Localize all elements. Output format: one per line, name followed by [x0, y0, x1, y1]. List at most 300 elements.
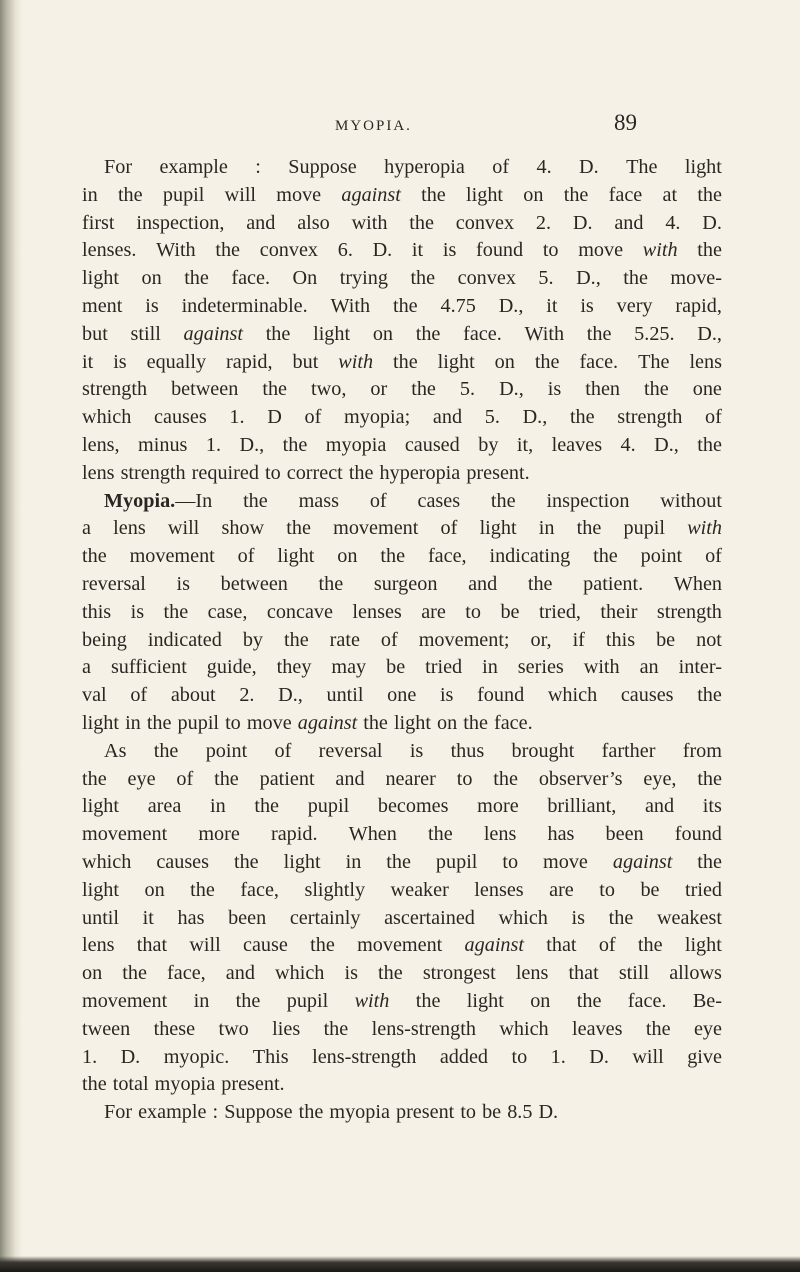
- word: For: [104, 156, 133, 178]
- word: the: [386, 850, 411, 873]
- word: the: [265, 322, 291, 345]
- text-line: [82, 738, 722, 766]
- word: it: [142, 906, 154, 929]
- word: indeterminable.: [181, 294, 308, 317]
- word: lens: [689, 350, 722, 373]
- word: the: [380, 545, 406, 568]
- word: light: [466, 183, 504, 206]
- word: face,: [167, 962, 206, 985]
- word: the: [363, 711, 388, 734]
- word: minus: [138, 433, 188, 456]
- word: brought: [511, 739, 575, 762]
- word: 6.: [337, 239, 353, 262]
- word: present.: [221, 1073, 285, 1096]
- word: movement: [82, 823, 168, 846]
- word: cases: [417, 489, 461, 512]
- word: then: [585, 378, 621, 401]
- word: 5.: [484, 406, 500, 429]
- word: The: [638, 350, 670, 373]
- word: with: [687, 517, 722, 540]
- word: cause: [243, 934, 288, 957]
- word: the: [421, 183, 446, 206]
- word: 2.: [239, 684, 255, 707]
- word: is: [580, 294, 594, 317]
- word: the: [163, 600, 189, 623]
- word: the: [298, 1101, 324, 1124]
- word: in: [538, 517, 555, 540]
- word: the: [184, 267, 209, 290]
- word: are: [549, 878, 574, 901]
- word: rapid,: [675, 294, 722, 317]
- word: rapid.: [270, 823, 318, 846]
- word: the: [215, 239, 241, 262]
- word: brilliant,: [547, 795, 617, 818]
- word: is: [344, 962, 358, 985]
- word: and: [614, 211, 644, 234]
- word: be: [640, 878, 660, 901]
- word: With: [330, 294, 371, 317]
- word: on: [523, 183, 544, 206]
- word: the: [645, 1017, 671, 1040]
- word: val: [82, 684, 107, 707]
- word: first: [82, 211, 115, 234]
- word: D.: [120, 1045, 141, 1068]
- text-line: [82, 1071, 722, 1099]
- word: observer’s: [538, 767, 623, 790]
- word: also: [297, 211, 330, 234]
- word: which: [547, 684, 598, 707]
- word: with: [351, 211, 388, 234]
- word: causes: [156, 850, 209, 873]
- word: :: [212, 1101, 219, 1124]
- word: the: [82, 1073, 107, 1096]
- word: 5.: [459, 378, 476, 401]
- word: reversal: [318, 739, 383, 762]
- text-line: [82, 460, 722, 488]
- word: the: [576, 517, 602, 540]
- word: two,: [311, 378, 347, 401]
- word: nearer: [385, 767, 436, 790]
- word: patient: [259, 767, 315, 790]
- word: and: [468, 572, 498, 595]
- word: the: [323, 1017, 349, 1040]
- text-line: [82, 932, 722, 960]
- word: the: [348, 461, 374, 484]
- word: D.,: [654, 433, 679, 456]
- word: of: [492, 156, 510, 178]
- word: of: [274, 739, 292, 762]
- word: the: [644, 378, 669, 401]
- text-line: [82, 182, 722, 210]
- word: present: [395, 1101, 455, 1124]
- word: the: [410, 267, 436, 290]
- word: light: [313, 322, 351, 345]
- word: of: [130, 684, 148, 707]
- word: the: [284, 628, 309, 651]
- word: strongest: [422, 962, 496, 985]
- word: convex: [457, 267, 516, 290]
- word: D.: [572, 211, 593, 234]
- word: of: [176, 767, 194, 790]
- word: light: [82, 878, 120, 901]
- word: found: [477, 684, 525, 707]
- word: to: [225, 711, 241, 734]
- word: of: [705, 406, 722, 429]
- text-line: [82, 571, 722, 599]
- text-line: [82, 821, 722, 849]
- text-line: [82, 515, 722, 543]
- page-gutter-shadow: [0, 0, 22, 1272]
- word: will: [167, 517, 200, 540]
- word: 4.: [536, 156, 552, 178]
- word: On: [292, 267, 318, 290]
- word: and: [335, 767, 365, 790]
- word: strength: [82, 378, 148, 401]
- word: weaker: [390, 878, 449, 901]
- word: causes: [154, 406, 207, 429]
- word: ascertained: [384, 906, 475, 929]
- word: more: [198, 823, 240, 846]
- word: D: [267, 406, 282, 429]
- word: hyperopia: [384, 156, 465, 178]
- word: more: [477, 795, 519, 818]
- word: without: [660, 489, 722, 512]
- word: the: [534, 350, 560, 373]
- word: an: [639, 656, 659, 679]
- word: reversal: [82, 572, 146, 595]
- word: 1.: [205, 433, 222, 456]
- word: by: [242, 628, 264, 651]
- word: pupil: [177, 711, 220, 734]
- word: the: [697, 850, 722, 873]
- word: light: [684, 156, 722, 178]
- word: from: [682, 739, 722, 762]
- body-text: [82, 154, 722, 1127]
- word: which: [499, 1017, 549, 1040]
- word: show: [221, 517, 265, 540]
- word: sufficient: [110, 656, 187, 679]
- word: the: [415, 989, 441, 1012]
- word: the: [146, 711, 172, 734]
- word: will: [224, 183, 257, 206]
- text-line: [82, 488, 722, 516]
- page-number: 89: [614, 110, 637, 135]
- word: trying: [339, 267, 388, 290]
- text-line: [82, 599, 722, 627]
- word: of: [369, 489, 387, 512]
- word: Suppose: [288, 156, 357, 178]
- word: D.,: [239, 433, 265, 456]
- word: the: [697, 684, 722, 707]
- word: For: [104, 1101, 133, 1124]
- word: light: [283, 850, 321, 873]
- text-line: [82, 1044, 722, 1072]
- word: myopia: [329, 1101, 390, 1124]
- word: With: [156, 239, 196, 262]
- word: lens: [113, 517, 146, 540]
- word: to: [456, 767, 473, 790]
- word: on: [141, 267, 162, 290]
- text-line: [82, 627, 722, 655]
- word: with: [354, 989, 390, 1012]
- word: at: [662, 183, 678, 206]
- word: is: [145, 294, 159, 317]
- word: becomes: [377, 795, 449, 818]
- word: pupil: [286, 989, 329, 1012]
- word: lenses: [352, 600, 402, 623]
- word: which: [82, 406, 132, 429]
- word: rate: [329, 628, 360, 651]
- word: move: [543, 850, 588, 873]
- word: face: [608, 183, 643, 206]
- word: lens: [483, 823, 517, 846]
- word: example: [159, 156, 228, 178]
- text-line: [82, 543, 722, 571]
- word: the: [490, 489, 516, 512]
- word: is: [113, 350, 127, 373]
- word: with: [642, 239, 678, 262]
- word: the: [117, 183, 143, 206]
- word: the: [697, 433, 722, 456]
- word: the: [623, 267, 648, 290]
- word: area: [147, 795, 182, 818]
- word: light: [82, 795, 120, 818]
- word: is: [130, 600, 145, 623]
- word: tried: [685, 878, 722, 901]
- running-head-title: MYOPIA.: [335, 118, 412, 134]
- word: face.: [463, 322, 502, 345]
- word: present.: [466, 461, 530, 484]
- word: or,: [530, 628, 552, 651]
- word: myopic.: [163, 1045, 230, 1068]
- word: in: [125, 711, 141, 734]
- word: the: [428, 823, 453, 846]
- word: thus: [450, 739, 485, 762]
- text-line: [82, 376, 722, 404]
- word: equally: [146, 350, 207, 373]
- word: they: [276, 656, 312, 679]
- word: movement: [357, 934, 443, 957]
- word: against: [464, 934, 524, 957]
- word: light: [479, 517, 517, 540]
- word: on: [437, 711, 458, 734]
- word: that: [568, 962, 599, 985]
- word: to: [542, 239, 559, 262]
- word: tried,: [538, 600, 581, 623]
- word: With: [524, 322, 565, 345]
- word: leaves: [572, 1017, 623, 1040]
- word: face,: [427, 545, 467, 568]
- text-line: [82, 1099, 722, 1127]
- word: the: [593, 545, 618, 568]
- text-line: [82, 766, 722, 794]
- word: in: [345, 850, 362, 873]
- word: the: [190, 878, 215, 901]
- word: D.,: [697, 322, 722, 345]
- word: between: [171, 378, 239, 401]
- word: face,: [240, 878, 279, 901]
- text-line: [82, 432, 722, 460]
- word: been: [605, 823, 644, 846]
- word: which: [498, 906, 548, 929]
- word: 2.: [535, 211, 552, 234]
- word: the: [393, 350, 418, 373]
- word: 4.: [620, 433, 636, 456]
- word: causes: [620, 684, 674, 707]
- word: light: [684, 934, 722, 957]
- word: This: [252, 1045, 289, 1068]
- word: correct: [286, 461, 343, 484]
- word: the: [318, 572, 344, 595]
- word: the: [262, 378, 288, 401]
- word: the: [697, 183, 722, 206]
- word: it,: [516, 433, 534, 456]
- word: mass: [298, 489, 339, 512]
- word: that: [136, 934, 168, 957]
- word: tried: [425, 656, 463, 679]
- word: a: [82, 517, 91, 540]
- word: if: [572, 628, 585, 651]
- word: caused: [404, 433, 460, 456]
- word: ment: [82, 294, 123, 317]
- word: the: [697, 239, 722, 262]
- word: slightly: [304, 878, 366, 901]
- text-line: [82, 1016, 722, 1044]
- word: face.: [627, 989, 667, 1012]
- word: the: [243, 489, 268, 512]
- text-line: [82, 877, 722, 905]
- word: indicated: [147, 628, 222, 651]
- word: patient.: [583, 572, 644, 595]
- word: movement: [333, 517, 419, 540]
- word: been: [228, 906, 267, 929]
- word: lens: [82, 934, 115, 957]
- word: light: [466, 989, 504, 1012]
- word: weakest: [656, 906, 722, 929]
- word: and: [225, 962, 255, 985]
- word: the: [310, 934, 335, 957]
- text-line: [82, 321, 722, 349]
- word: give: [687, 1045, 722, 1068]
- word: and: [432, 406, 463, 429]
- word: be: [386, 656, 406, 679]
- word: the: [378, 962, 403, 985]
- word: lens: [82, 461, 115, 484]
- word: When: [348, 823, 397, 846]
- word: which: [82, 850, 132, 873]
- word: example: [138, 1101, 207, 1124]
- word: that: [546, 934, 577, 957]
- word: two: [218, 1017, 249, 1040]
- word: is: [409, 739, 424, 762]
- word: lens: [515, 962, 549, 985]
- word: total: [112, 1073, 149, 1096]
- word: their: [600, 600, 638, 623]
- word: to: [599, 878, 615, 901]
- word: face.: [579, 350, 619, 373]
- word: will: [632, 1045, 664, 1068]
- word: against: [297, 711, 358, 734]
- word: move: [246, 711, 292, 734]
- text-line: [82, 349, 722, 377]
- word: not: [696, 628, 722, 651]
- word: movement;: [418, 628, 510, 651]
- word: light: [437, 350, 475, 373]
- word: hyperopia: [379, 461, 461, 484]
- word: has: [177, 906, 205, 929]
- word: and: [644, 795, 675, 818]
- word: leaves: [551, 433, 603, 456]
- word: the: [82, 767, 107, 790]
- word: against: [341, 183, 401, 206]
- word: very: [616, 294, 653, 317]
- word: D.: [538, 1101, 559, 1124]
- word: one: [692, 378, 722, 401]
- word: D.,: [278, 684, 303, 707]
- word: the: [697, 767, 722, 790]
- word: surgeon: [373, 572, 438, 595]
- word: myopia: [325, 433, 387, 456]
- word: is: [571, 906, 585, 929]
- text-line: [82, 265, 722, 293]
- word: tween: [82, 1017, 131, 1040]
- word: the: [637, 934, 663, 957]
- word: on: [372, 322, 394, 345]
- word: on: [82, 962, 103, 985]
- word: light: [82, 267, 120, 290]
- word: light: [393, 711, 431, 734]
- word: strength: [656, 600, 722, 623]
- word: this: [82, 600, 112, 623]
- word: be: [656, 628, 676, 651]
- word: guide,: [206, 656, 257, 679]
- word: Myopia.—In: [104, 489, 213, 512]
- word: which: [275, 962, 325, 985]
- word: myopia;: [344, 406, 411, 429]
- text-line: [82, 960, 722, 988]
- word: 1.: [229, 406, 245, 429]
- text-line: [82, 237, 722, 265]
- text-line: [82, 404, 722, 432]
- word: 4.75: [440, 294, 476, 317]
- word: inter-: [678, 656, 722, 679]
- word: on: [494, 350, 515, 373]
- text-line: [82, 154, 722, 182]
- word: inspection: [546, 489, 630, 512]
- word: be: [482, 1101, 502, 1124]
- word: Be-: [692, 989, 722, 1012]
- word: 8.5: [507, 1101, 533, 1124]
- text-line: [82, 905, 722, 933]
- word: D.,: [576, 267, 601, 290]
- text-line: [82, 793, 722, 821]
- word: the: [463, 711, 488, 734]
- word: the: [527, 572, 553, 595]
- word: with: [583, 656, 620, 679]
- word: of: [304, 406, 322, 429]
- text-line: [82, 293, 722, 321]
- word: the: [392, 294, 418, 317]
- word: a: [82, 656, 91, 679]
- word: but: [82, 322, 108, 345]
- word: to: [511, 1045, 528, 1068]
- word: to: [465, 600, 481, 623]
- word: with: [338, 350, 374, 373]
- word: being: [82, 628, 127, 651]
- word: light: [82, 711, 120, 734]
- word: point: [205, 739, 248, 762]
- word: in: [209, 795, 226, 818]
